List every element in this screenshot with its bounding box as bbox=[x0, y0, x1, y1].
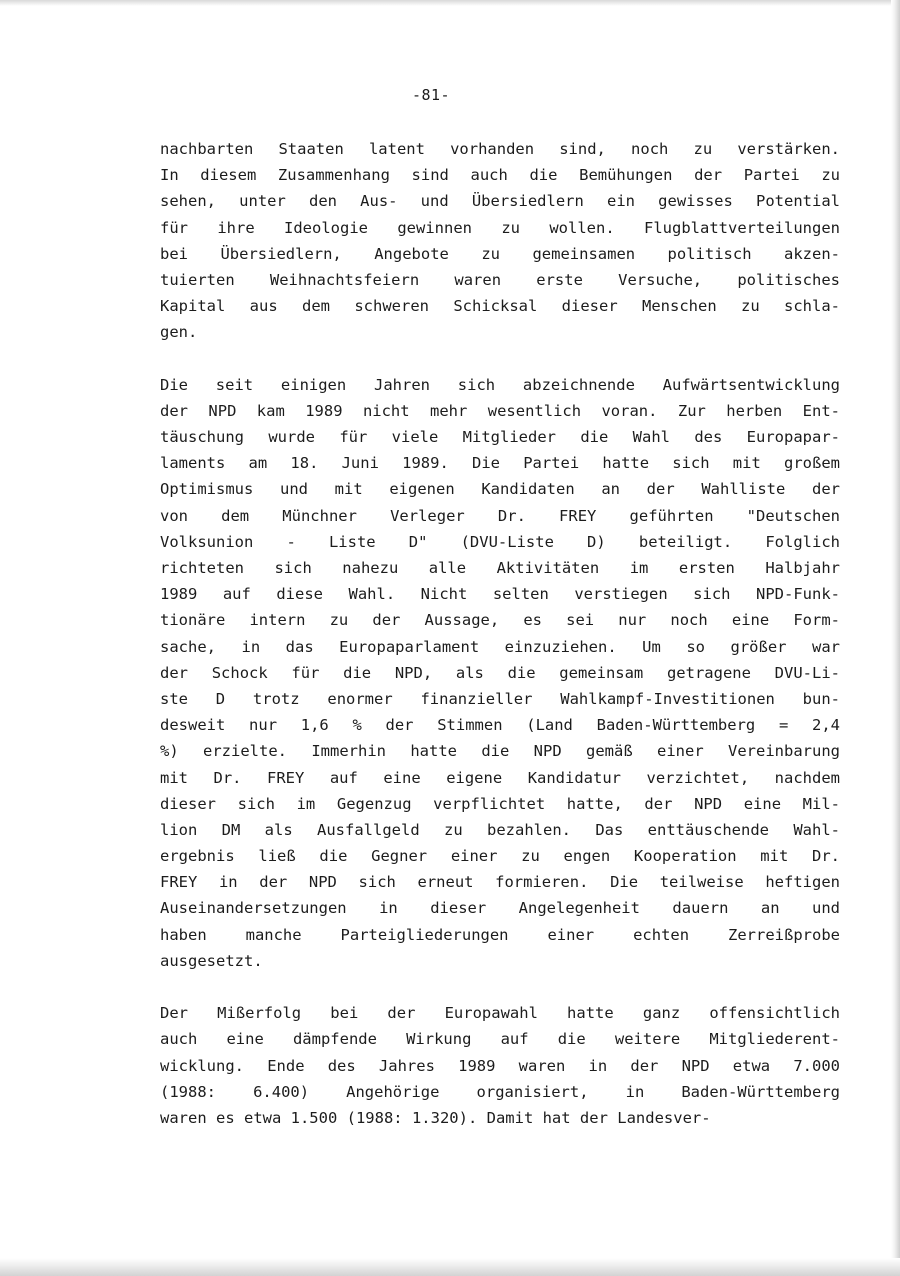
text-line: bei Übersiedlern, Angebote zu gemeinsamen politisch akzen- bbox=[160, 244, 840, 263]
text-line: desweit nur 1,6 % der Stimmen (Land Baden-Württemberg = 2,4 bbox=[160, 716, 840, 735]
text-line: ausgesetzt. bbox=[160, 951, 263, 970]
text-line: für ihre Ideologie gewinnen zu wollen. Flugblattverteilungen bbox=[160, 218, 840, 237]
text-line: auch eine dämpfende Wirkung auf die weitere Mitgliederent- bbox=[160, 1030, 840, 1049]
text-line: (1988: 6.400) Angehörige organisiert, in Baden-Württemberg bbox=[160, 1082, 840, 1101]
text-line: der Schock für die NPD, als die gemeinsam getragene DVU-Li- bbox=[160, 663, 840, 682]
text-line: Die seit einigen Jahren sich abzeichnende Aufwärtsentwicklung bbox=[160, 375, 840, 394]
text-line: tuierten Weihnachtsfeiern waren erste Versuche, politisches bbox=[160, 270, 840, 289]
text-line: ergebnis ließ die Gegner einer zu engen Kooperation mit Dr. bbox=[160, 847, 840, 866]
text-line: nachbarten Staaten latent vorhanden sind, noch zu verstärken. bbox=[160, 140, 840, 158]
paragraph-1 bbox=[160, 136, 840, 346]
text-line: wicklung. Ende des Jahres 1989 waren in der NPD etwa 7.000 bbox=[160, 1056, 840, 1075]
text-line: haben manche Parteigliederungen einer echten Zerreißprobe bbox=[160, 925, 840, 944]
text-line: sehen, unter den Aus- und Übersiedlern ein gewisses Potential bbox=[160, 192, 840, 211]
text-line: FREY in der NPD sich erneut formieren. Die teilweise heftigen bbox=[160, 873, 840, 892]
text-line: mit Dr. FREY auf eine eigene Kandidatur verzichtet, nachdem bbox=[160, 768, 840, 787]
text-line: Der Mißerfolg bei der Europawahl hatte ganz offensichtlich bbox=[160, 1004, 840, 1023]
paragraph-2 bbox=[160, 372, 840, 974]
page-edge-shadow-right bbox=[891, 0, 900, 1276]
text-line: %) erzielte. Immerhin hatte die NPD gemäß einer Vereinbarung bbox=[160, 742, 840, 761]
paragraph-3 bbox=[160, 1000, 840, 1131]
page-edge-shadow-top bbox=[0, 0, 900, 6]
text-line: Optimismus und mit eigenen Kandidaten an der Wahlliste der bbox=[160, 480, 840, 499]
text-line: ste D trotz enormer finanzieller Wahlkampf-Investitionen bun- bbox=[160, 689, 840, 708]
text-line: Volksunion - Liste D" (DVU-Liste D) beteiligt. Folglich bbox=[160, 532, 840, 551]
text-line: täuschung wurde für viele Mitglieder die Wahl des Europapar- bbox=[160, 428, 840, 447]
text-line: Kapital aus dem schweren Schicksal dieser Menschen zu schla- bbox=[160, 297, 840, 316]
text-line: von dem Münchner Verleger Dr. FREY geführten "Deutschen bbox=[160, 506, 840, 525]
text-line: lion DM als Ausfallgeld zu bezahlen. Das enttäuschende Wahl- bbox=[160, 820, 840, 839]
text-line: waren es etwa 1.500 (1988: 1.320). Damit hat der Landesver- bbox=[160, 1108, 711, 1127]
page-edge-shadow-bottom bbox=[0, 1258, 900, 1276]
text-line: Auseinandersetzungen in dieser Angelegenheit dauern an und bbox=[160, 899, 840, 918]
text-line: der NPD kam 1989 nicht mehr wesentlich voran. Zur herben Ent- bbox=[160, 401, 840, 420]
text-line: sache, in das Europaparlament einzuziehen. Um so größer war bbox=[160, 637, 840, 656]
page-number: -81- bbox=[411, 86, 451, 104]
text-line: 1989 auf diese Wahl. Nicht selten verstiegen sich NPD-Funk- bbox=[160, 585, 840, 604]
text-line: gen. bbox=[160, 323, 198, 342]
text-line: laments am 18. Juni 1989. Die Partei hatte sich mit großem bbox=[160, 454, 840, 473]
body-text bbox=[160, 136, 840, 1157]
text-line: tionäre intern zu der Aussage, es sei nur noch eine Form- bbox=[160, 611, 840, 630]
text-line: dieser sich im Gegenzug verpflichtet hatte, der NPD eine Mil- bbox=[160, 794, 840, 813]
text-line: richteten sich nahezu alle Aktivitäten im ersten Halbjahr bbox=[160, 559, 840, 577]
text-line: In diesem Zusammenhang sind auch die Bemühungen der Partei zu bbox=[160, 166, 840, 185]
